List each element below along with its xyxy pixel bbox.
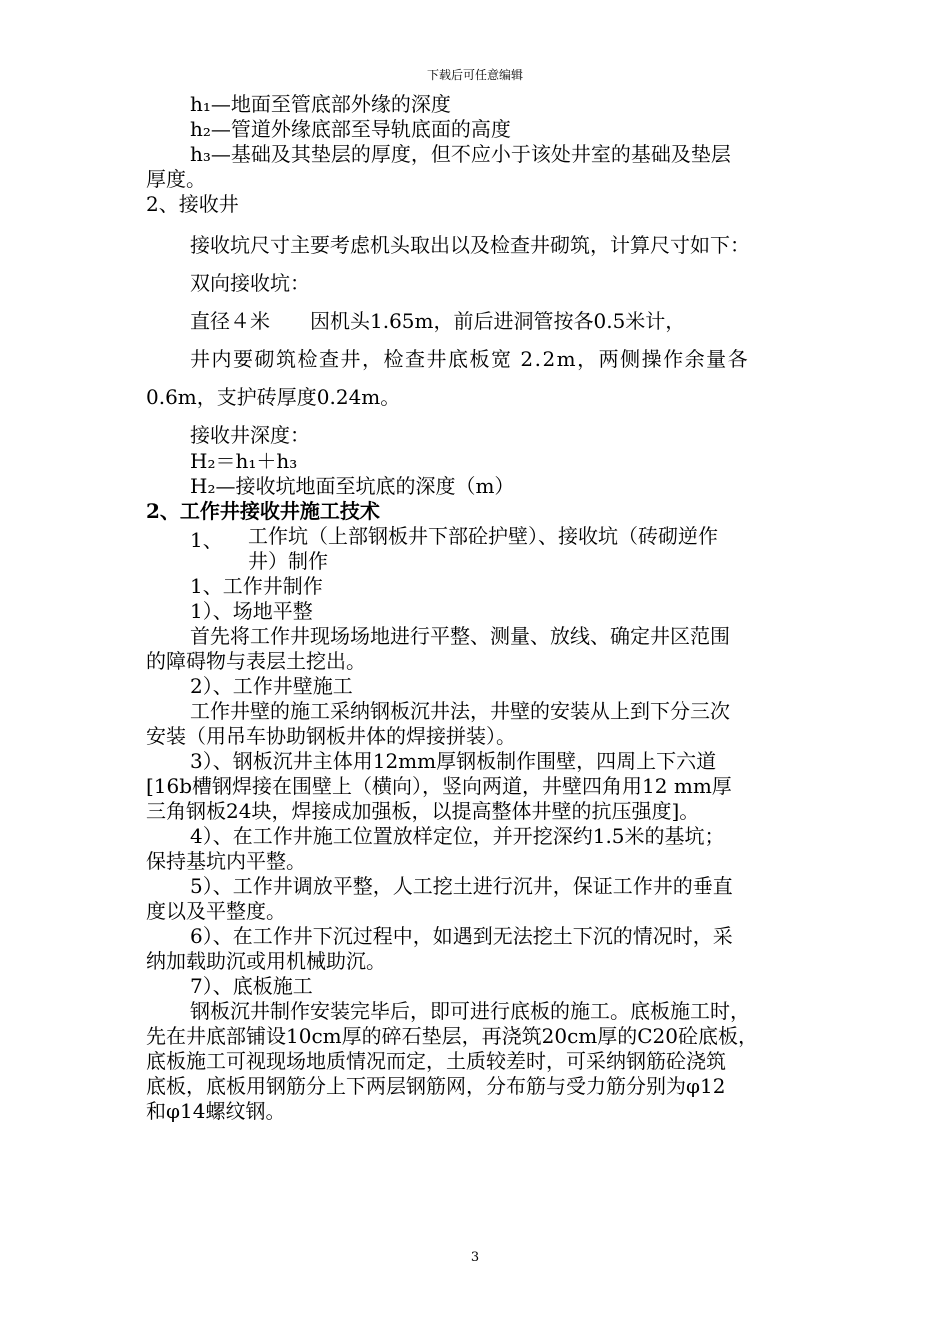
paragraph: 4）、在工作井施工位置放样定位，并开挖深约1.5米的基坑；	[190, 824, 725, 848]
item-text-cont: 井）制作	[248, 549, 328, 573]
inspection-well-line-cont: 0.6m，支护砖厚度0.24m。	[146, 385, 401, 409]
paragraph-cont: 和φ14螺纹钢。	[146, 1099, 286, 1123]
step-site-leveling: 1）、场地平整	[190, 599, 313, 623]
diameter-line: 直径４米 因机头1.65m，前后进洞管按各0.5米计，	[190, 309, 686, 333]
H2-definition: H₂—接收坑地面至坑底的深度（m）	[190, 474, 515, 498]
document-body	[146, 92, 814, 1124]
section-title: 2、工作井接收井施工技术	[146, 499, 380, 523]
subsection-work-well: 1、工作井制作	[190, 574, 323, 598]
two-way-pit: 双向接收坑：	[190, 271, 310, 295]
paragraph-cont: 保持基坑内平整。	[146, 849, 306, 873]
h1-definition: h₁—地面至管底部外缘的深度	[190, 92, 451, 116]
H2-formula: H₂＝h₁＋h₃	[190, 449, 298, 473]
paragraph-cont: 底板施工可视现场地质情况而定，土质较差时，可采纳钢筋砼浇筑	[146, 1049, 726, 1073]
paragraph-cont: 的障碍物与表层土挖出。	[146, 649, 366, 673]
h3-definition-cont: 厚度。	[146, 167, 206, 191]
section-receiving-well: 2、接收井	[146, 192, 239, 216]
paragraph-cont: 三角钢板24块，焊接成加强板，以提高整体井壁的抗压强度]。	[146, 799, 700, 823]
h2-definition: h₂—管道外缘底部至导轨底面的高度	[190, 117, 511, 141]
paragraph: 首先将工作井现场场地进行平整、测量、放线、确定井区范围	[190, 624, 730, 648]
paragraph-cont: 度以及平整度。	[146, 899, 286, 923]
paragraph: 3）、钢板沉井主体用12mm厚钢板制作围壁，四周上下六道	[190, 749, 717, 773]
paragraph: 钢板沉井制作安装完毕后，即可进行底板的施工。底板施工时，	[190, 999, 750, 1023]
paragraph: 5）、工作井调放平整，人工挖土进行沉井，保证工作井的垂直	[190, 874, 733, 898]
paragraph-cont: [16b槽钢焊接在围壁上（横向），竖向两道，井壁四角用12 mm厚	[146, 774, 732, 798]
paragraph: 工作井壁的施工采纳钢板沉井法，井壁的安装从上到下分三次	[190, 699, 730, 723]
paragraph-cont: 先在井底部铺设10cm厚的碎石垫层，再浇筑20cm厚的C20砼底板，	[146, 1024, 758, 1048]
step-bottom-slab: 7）、底板施工	[190, 974, 313, 998]
paragraph: 6）、在工作井下沉过程中，如遇到无法挖土下沉的情况时，采	[190, 924, 733, 948]
step-well-wall: 2）、工作井壁施工	[190, 674, 353, 698]
item-text: 工作坑（上部钢板井下部砼护壁）、接收坑（砖砌逆作	[248, 524, 718, 548]
page-number: 3	[470, 1250, 480, 1265]
paragraph-cont: 纳加载助沉或用机械助沉。	[146, 949, 386, 973]
h3-definition: h₃—基础及其垫层的厚度，但不应小于该处井室的基础及垫层	[190, 142, 731, 166]
item-number: 1、	[190, 528, 223, 552]
paragraph-cont: 底板，底板用钢筋分上下两层钢筋网，分布筋与受力筋分别为φ12	[146, 1074, 726, 1098]
list-item	[146, 524, 814, 574]
receiving-pit-size: 接收坑尺寸主要考虑机头取出以及检查井砌筑，计算尺寸如下：	[190, 233, 750, 257]
page-header: 下载后可任意编辑	[426, 68, 523, 82]
receiving-well-depth: 接收井深度：	[190, 423, 310, 447]
inspection-well-line: 井内要砌筑检查井，检查井底板宽 2.2m，两侧操作余量各	[190, 347, 750, 371]
paragraph-cont: 安装（用吊车协助钢板井体的焊接拼装）。	[146, 724, 516, 748]
